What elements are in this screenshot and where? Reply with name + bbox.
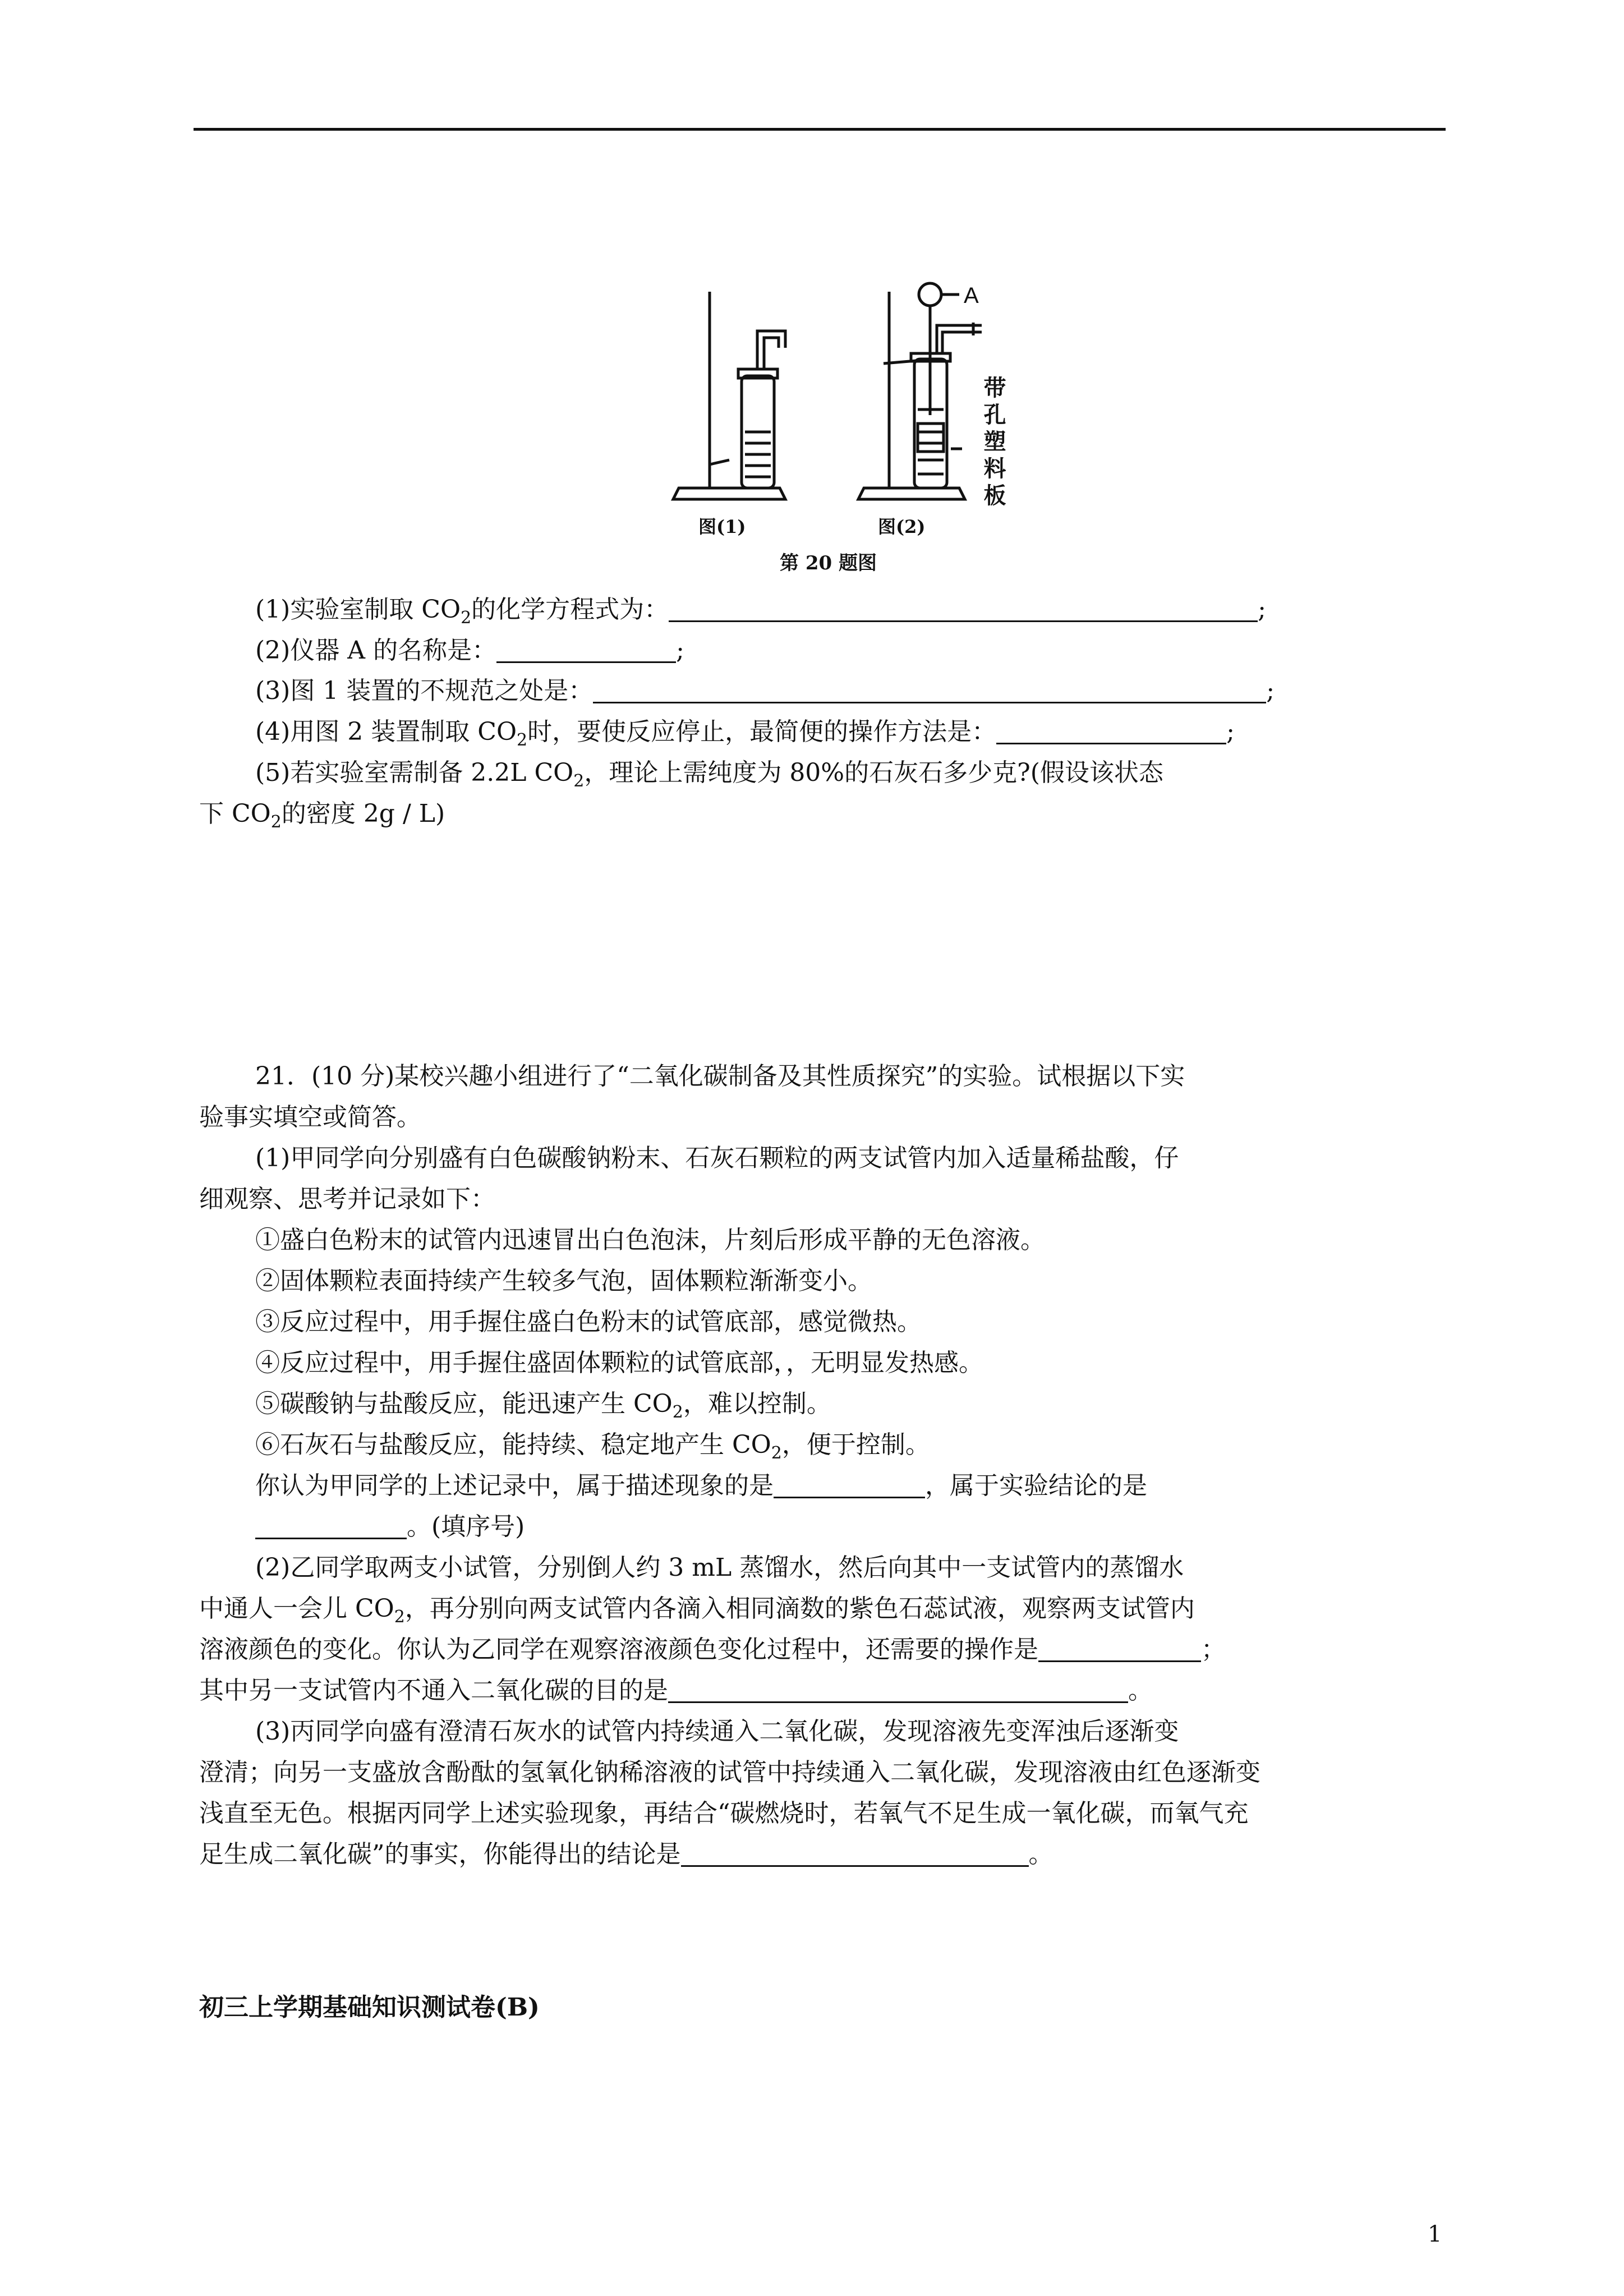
answer-blank-conclusion[interactable] — [255, 1513, 407, 1539]
apparatus-drawing — [645, 264, 1038, 600]
q21-ask-2: 。(填序号) — [255, 1511, 525, 1543]
header-rule — [194, 128, 1446, 131]
answer-blank-purpose[interactable] — [668, 1677, 1128, 1703]
answer-blank-1[interactable] — [669, 596, 1258, 622]
side-label: 带孔塑料板 — [980, 376, 1006, 510]
q21-p1-line-1: (1)甲同学向分别盛有白色碳酸钠粉末、石灰石颗粒的两支试管内加入适量稀盐酸，仔 — [255, 1144, 1179, 1172]
answer-blank-conclusion-3[interactable] — [681, 1841, 1029, 1867]
caption-fig2: 图(2) — [878, 516, 926, 537]
q21-p2-line-3: 溶液颜色的变化。你认为乙同学在观察溶液颜色变化过程中，还需要的操作是 ； — [199, 1635, 1226, 1664]
q21-p3-line-4: 足生成二氧化碳”的事实，你能得出的结论是 。 — [199, 1840, 1053, 1869]
answer-blank-2[interactable] — [496, 637, 676, 663]
record-1: ①盛白色粉末的试管内迅速冒出白色泡沫，片刻后形成平静的无色溶液。 — [255, 1226, 1045, 1254]
q21-p2-line-1: (2)乙同学取两支小试管，分别倒人约 3 mL 蒸馏水，然后向其中一支试管内的蒸馏水 — [255, 1553, 1184, 1582]
q20-line-2: (2)仪器 A 的名称是： ; — [255, 636, 684, 665]
q21-p3-line-1: (3)丙同学向盛有澄清石灰水的试管内持续通入二氧化碳，发现溶液先变浑浊后逐渐变 — [255, 1717, 1179, 1746]
label-a: A — [964, 283, 979, 308]
answer-blank-operation[interactable] — [1038, 1636, 1201, 1662]
record-3: ③反应过程中，用手握住盛白色粉末的试管底部，感觉微热。 — [255, 1308, 922, 1336]
q20-line-3: (3)图 1 装置的不规范之处是： ; — [255, 677, 1275, 705]
q21-intro-2: 验事实填空或简答。 — [199, 1103, 421, 1131]
answer-blank-phenomena[interactable] — [774, 1472, 925, 1498]
record-4: ④反应过程中，用手握住盛固体颗粒的试管底部，，无明显发热感。 — [255, 1349, 983, 1377]
q21-p2-line-2: 中通人一会儿 $CO_2$，再分别向两支试管内各滴入相同滴数的紫色石蕊试液，观察两支试管内 — [199, 1594, 1195, 1627]
answer-blank-4[interactable] — [996, 718, 1226, 744]
q21-p3-line-3: 浅直至无色。根据丙同学上述实验现象，再结合“碳燃烧时，若氧气不足生成一氧化碳，而氧气充 — [199, 1799, 1249, 1828]
apparatus-figure — [645, 264, 1038, 600]
section-title: 初三上学期基础知识测试卷(B) — [199, 1993, 540, 2022]
q20-line-6: 下 $CO_2$的密度 2g / L) — [199, 799, 445, 832]
record-6: ⑥石灰石与盐酸反应，能持续、稳定地产生 $CO_2$，便于控制。 — [255, 1430, 930, 1463]
record-2: ②固体颗粒表面持续产生较多气泡，固体颗粒渐渐变小。 — [255, 1267, 872, 1295]
q20-line-4: (4)用图 2 装置制取 $CO_2$时，要使反应停止，最简便的操作方法是： ; — [255, 717, 1235, 750]
figure-title: 第 20 题图 — [780, 552, 877, 574]
q21-intro-1: 21．(10 分)某校兴趣小组进行了“二氧化碳制备及其性质探究”的实验。试根据以下实 — [255, 1062, 1185, 1091]
q21-p3-line-2: 澄清；向另一支盛放含酚酞的氢氧化钠稀溶液的试管中持续通入二氧化碳，发现溶液由红色逐渐变 — [199, 1758, 1260, 1787]
q20-line-5: (5)若实验室需制备 2.2L $CO_2$，理论上需纯度为 80%的石灰石多少克?(假设该状态 — [255, 758, 1163, 791]
q21-ask-1: 你认为甲同学的上述记录中，属于描述现象的是 ，属于实验结论的是 — [255, 1471, 1147, 1500]
q21-p1-line-2: 细观察、思考并记录如下： — [199, 1185, 495, 1213]
answer-blank-3[interactable] — [593, 677, 1266, 703]
q20-line-1: (1)实验室制取 $CO_2$的化学方程式为： ; — [255, 595, 1266, 628]
page-number: 1 — [1428, 2221, 1442, 2247]
caption-fig1: 图(1) — [698, 516, 746, 537]
q21-p2-line-4: 其中另一支试管内不通入二氧化碳的目的是 。 — [199, 1676, 1153, 1705]
record-5: ⑤碳酸钠与盐酸反应，能迅速产生 $CO_2$，难以控制。 — [255, 1389, 831, 1422]
